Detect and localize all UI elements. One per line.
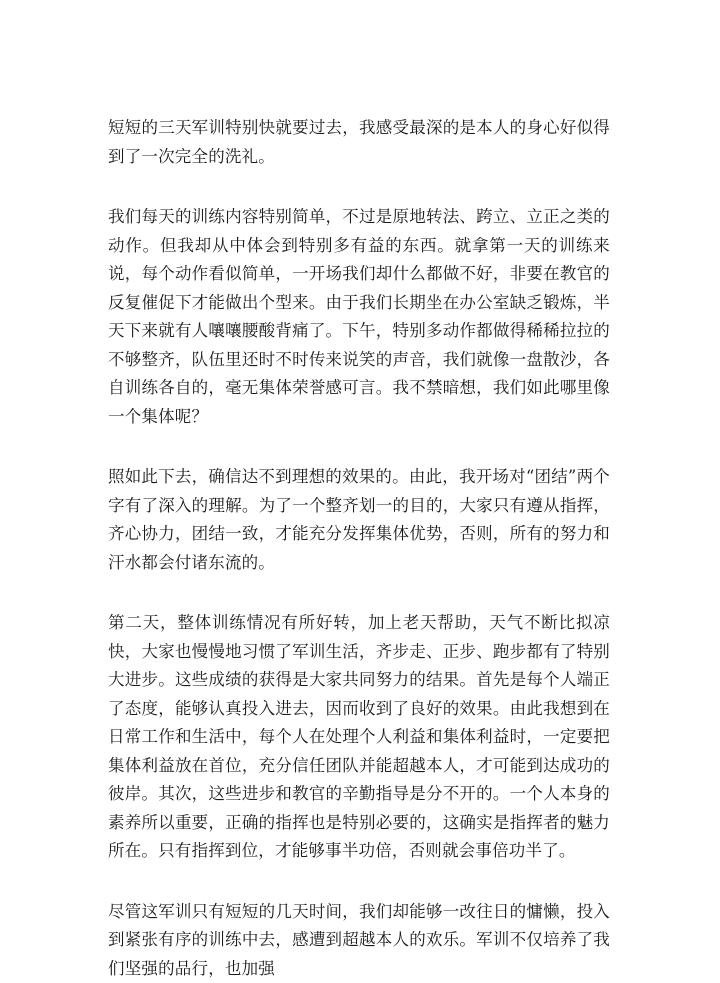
paragraph-4: 第二天，整体训练情况有所好转，加上老天帮助，天气不断比拟凉快，大家也慢慢地习惯了军训生活，齐步走、正步、跑步都有了特别大进步。这些成绩的获得是大家共同努力的结果。首先是每个人端正了态度，能够认真投入进去，因而收到了良好的效果。由此我想到在日常工作和生活中，每个人在处理个人利益和集体利益时，一定要把集体利益放在首位，充分信任团队并能超越本人，才可能到达成功的彼岸。其次，这些进步和教官的辛勤指导是分不开的。一个人本身的素养所以重要，正确的指挥也是特别必要的，这确实是指挥者的魅力所在。只有指挥到位，才能够事半功倍，否则就会事倍功半了。 bbox=[108, 609, 610, 866]
paragraph-1: 短短的三天军训特别快就要过去，我感受最深的是本人的身心好似得到了一次完全的洗礼。 bbox=[108, 114, 610, 171]
paragraph-2: 我们每天的训练内容特别简单，不过是原地转法、跨立、立正之类的动作。但我却从中体会到特别多有益的东西。就拿第一天的训练来说，每个动作看似简单，一开场我们却什么都做不好，非要在教官的反复催促下才能做出个型来。由于我们长期坐在办公室缺乏锻炼，半天下来就有人嚷嚷腰酸背痛了。下午，特别多动作都做得稀稀拉拉的不够整齐，队伍里还时不时传来说笑的声音，我们就像一盘散沙，各自训练各自的，毫无集体荣誉感可言。我不禁暗想，我们如此哪里像一个集体呢？ bbox=[108, 203, 610, 431]
paragraph-3: 照如此下去，确信达不到理想的效果的。由此，我开场对“团结”两个字有了深入的理解。为了一个整齐划一的目的，大家只有遵从指挥，齐心协力，团结一致，才能充分发挥集体优势，否则，所有的努力和汗水都会付诸东流的。 bbox=[108, 463, 610, 577]
paragraph-5: 尽管这军训只有短短的几天时间，我们却能够一改往日的慵懒，投入到紧张有序的训练中去，感遭到超越本人的欢乐。军训不仅培养了我们坚强的品行，也加强 bbox=[108, 898, 610, 983]
